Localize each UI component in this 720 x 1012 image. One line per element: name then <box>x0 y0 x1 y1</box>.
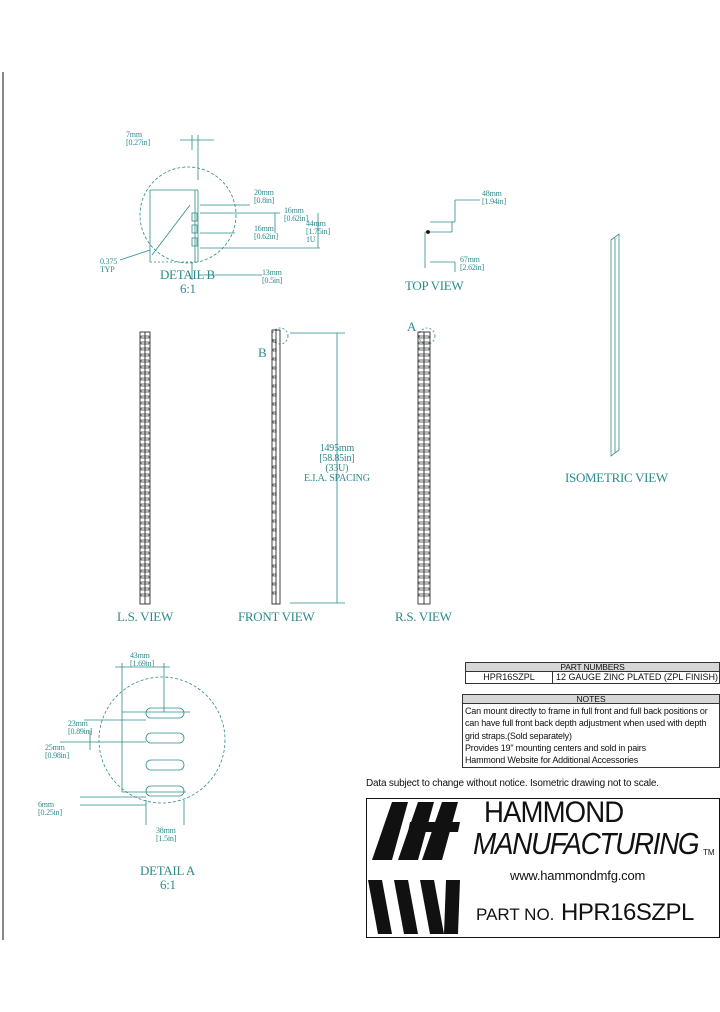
isometric-view-label: ISOMETRIC VIEW <box>565 470 668 485</box>
dim-detail-b-1: 7mm [0.27in] <box>126 130 150 147</box>
dim-detail-a-4: 6mm [0.25in] <box>38 800 62 817</box>
rs-view-label: R.S. VIEW <box>395 609 452 624</box>
detail-a-scale: 6:1 <box>160 877 176 892</box>
rail-hole <box>273 403 276 405</box>
rail-hole <box>273 358 276 360</box>
rail-hole <box>273 538 276 540</box>
note-line: can have full front back depth adjustment when used with depth <box>465 718 707 729</box>
trademark-mark: TM <box>703 848 715 857</box>
dim-detail-a-1: 43mm [1.69in] <box>130 651 154 668</box>
detail-a-drawing <box>60 663 225 825</box>
rail-hole <box>273 439 276 441</box>
rail-hole <box>273 385 276 387</box>
company-name-line1: HAMMOND <box>484 796 624 829</box>
note-line: Can mount directly to frame in full front and full back positions or <box>465 706 708 716</box>
disclaimer-text: Data subject to change without notice. Isometric drawing not to scale. <box>366 778 659 789</box>
dim-top-view-2: 67mm [2.62in] <box>460 255 484 272</box>
company-website: www.hammondmfg.com <box>510 868 646 883</box>
rail-hole <box>273 412 276 414</box>
part-number-value: HPR16SZPL <box>561 899 694 926</box>
part-description-cell: 12 GAUGE ZINC PLATED (ZPL FINISH) <box>556 672 719 682</box>
rail-hole <box>273 421 276 423</box>
rail-hole <box>273 502 276 504</box>
dim-detail-b-6: 16mm [0.62in] <box>254 224 278 241</box>
notes-heading: NOTES <box>462 694 720 704</box>
dim-detail-a-2: 23mm [0.89in] <box>68 719 92 736</box>
dim-top-view-1: 48mm [1.94in] <box>482 189 506 206</box>
callout-a: A <box>407 319 417 334</box>
detail-b-title: DETAIL B <box>160 267 215 282</box>
detail-a-title: DETAIL A <box>140 863 195 878</box>
company-name-line2: MANUFACTURING <box>473 826 699 861</box>
dim-detail-b-3: 16mm [0.62in] <box>284 206 308 223</box>
callout-b: B <box>258 345 267 360</box>
rail-hole <box>273 484 276 486</box>
rail-hole <box>273 583 276 585</box>
rail-hole <box>273 430 276 432</box>
top-view-label: TOP VIEW <box>405 278 464 293</box>
rail-hole <box>273 511 276 513</box>
rail-hole <box>273 493 276 495</box>
note-line: Provides 19" mounting centers and sold in pairs <box>465 742 646 753</box>
part-number-label: PART NO. <box>476 905 555 924</box>
note-line: grid straps.(Sold separately) <box>465 730 572 741</box>
rail-hole <box>273 574 276 576</box>
dim-detail-a-3: 25mm [0.98in] <box>45 743 69 760</box>
rail-hole <box>273 376 276 378</box>
rail-hole <box>273 529 276 531</box>
dim-detail-b-7: 0.375 TYP <box>100 257 118 274</box>
rail-hole <box>273 367 276 369</box>
dim-detail-b-8: 13mm [0.5in] <box>262 268 283 285</box>
rail-hole <box>273 565 276 567</box>
rail-hole <box>273 466 276 468</box>
dim-detail-b-4: 44mm [1.75in] 1U <box>306 219 330 244</box>
front-view-holes <box>273 340 276 594</box>
rail-hole <box>273 340 276 342</box>
rail-hole <box>273 556 276 558</box>
rail-hole <box>273 457 276 459</box>
note-line: Hammond Website for Additional Accessories <box>465 755 639 766</box>
rail-hole <box>273 547 276 549</box>
front-view-label: FRONT VIEW <box>238 609 315 624</box>
table-row <box>465 672 720 684</box>
rail-hole <box>273 448 276 450</box>
isometric-rail-drawing <box>611 234 619 456</box>
rail-hole <box>273 394 276 396</box>
dim-front-view-height: 1495mm [58.85in] (33U) E.I.A. SPACING <box>304 443 370 484</box>
ls-view-label: L.S. VIEW <box>117 609 173 624</box>
detail-b-scale: 6:1 <box>180 281 196 296</box>
rail-hole <box>273 475 276 477</box>
dim-detail-a-5: 38mm [1.5in] <box>156 826 177 843</box>
rail-hole <box>273 349 276 351</box>
notes-body <box>462 704 720 768</box>
rail-hole <box>273 592 276 594</box>
dim-detail-b-2: 20mm [0.8in] <box>254 188 275 205</box>
part-numbers-heading: PART NUMBERS <box>465 662 720 672</box>
rail-hole <box>273 520 276 522</box>
part-number-cell: HPR16SZPL <box>466 672 553 683</box>
